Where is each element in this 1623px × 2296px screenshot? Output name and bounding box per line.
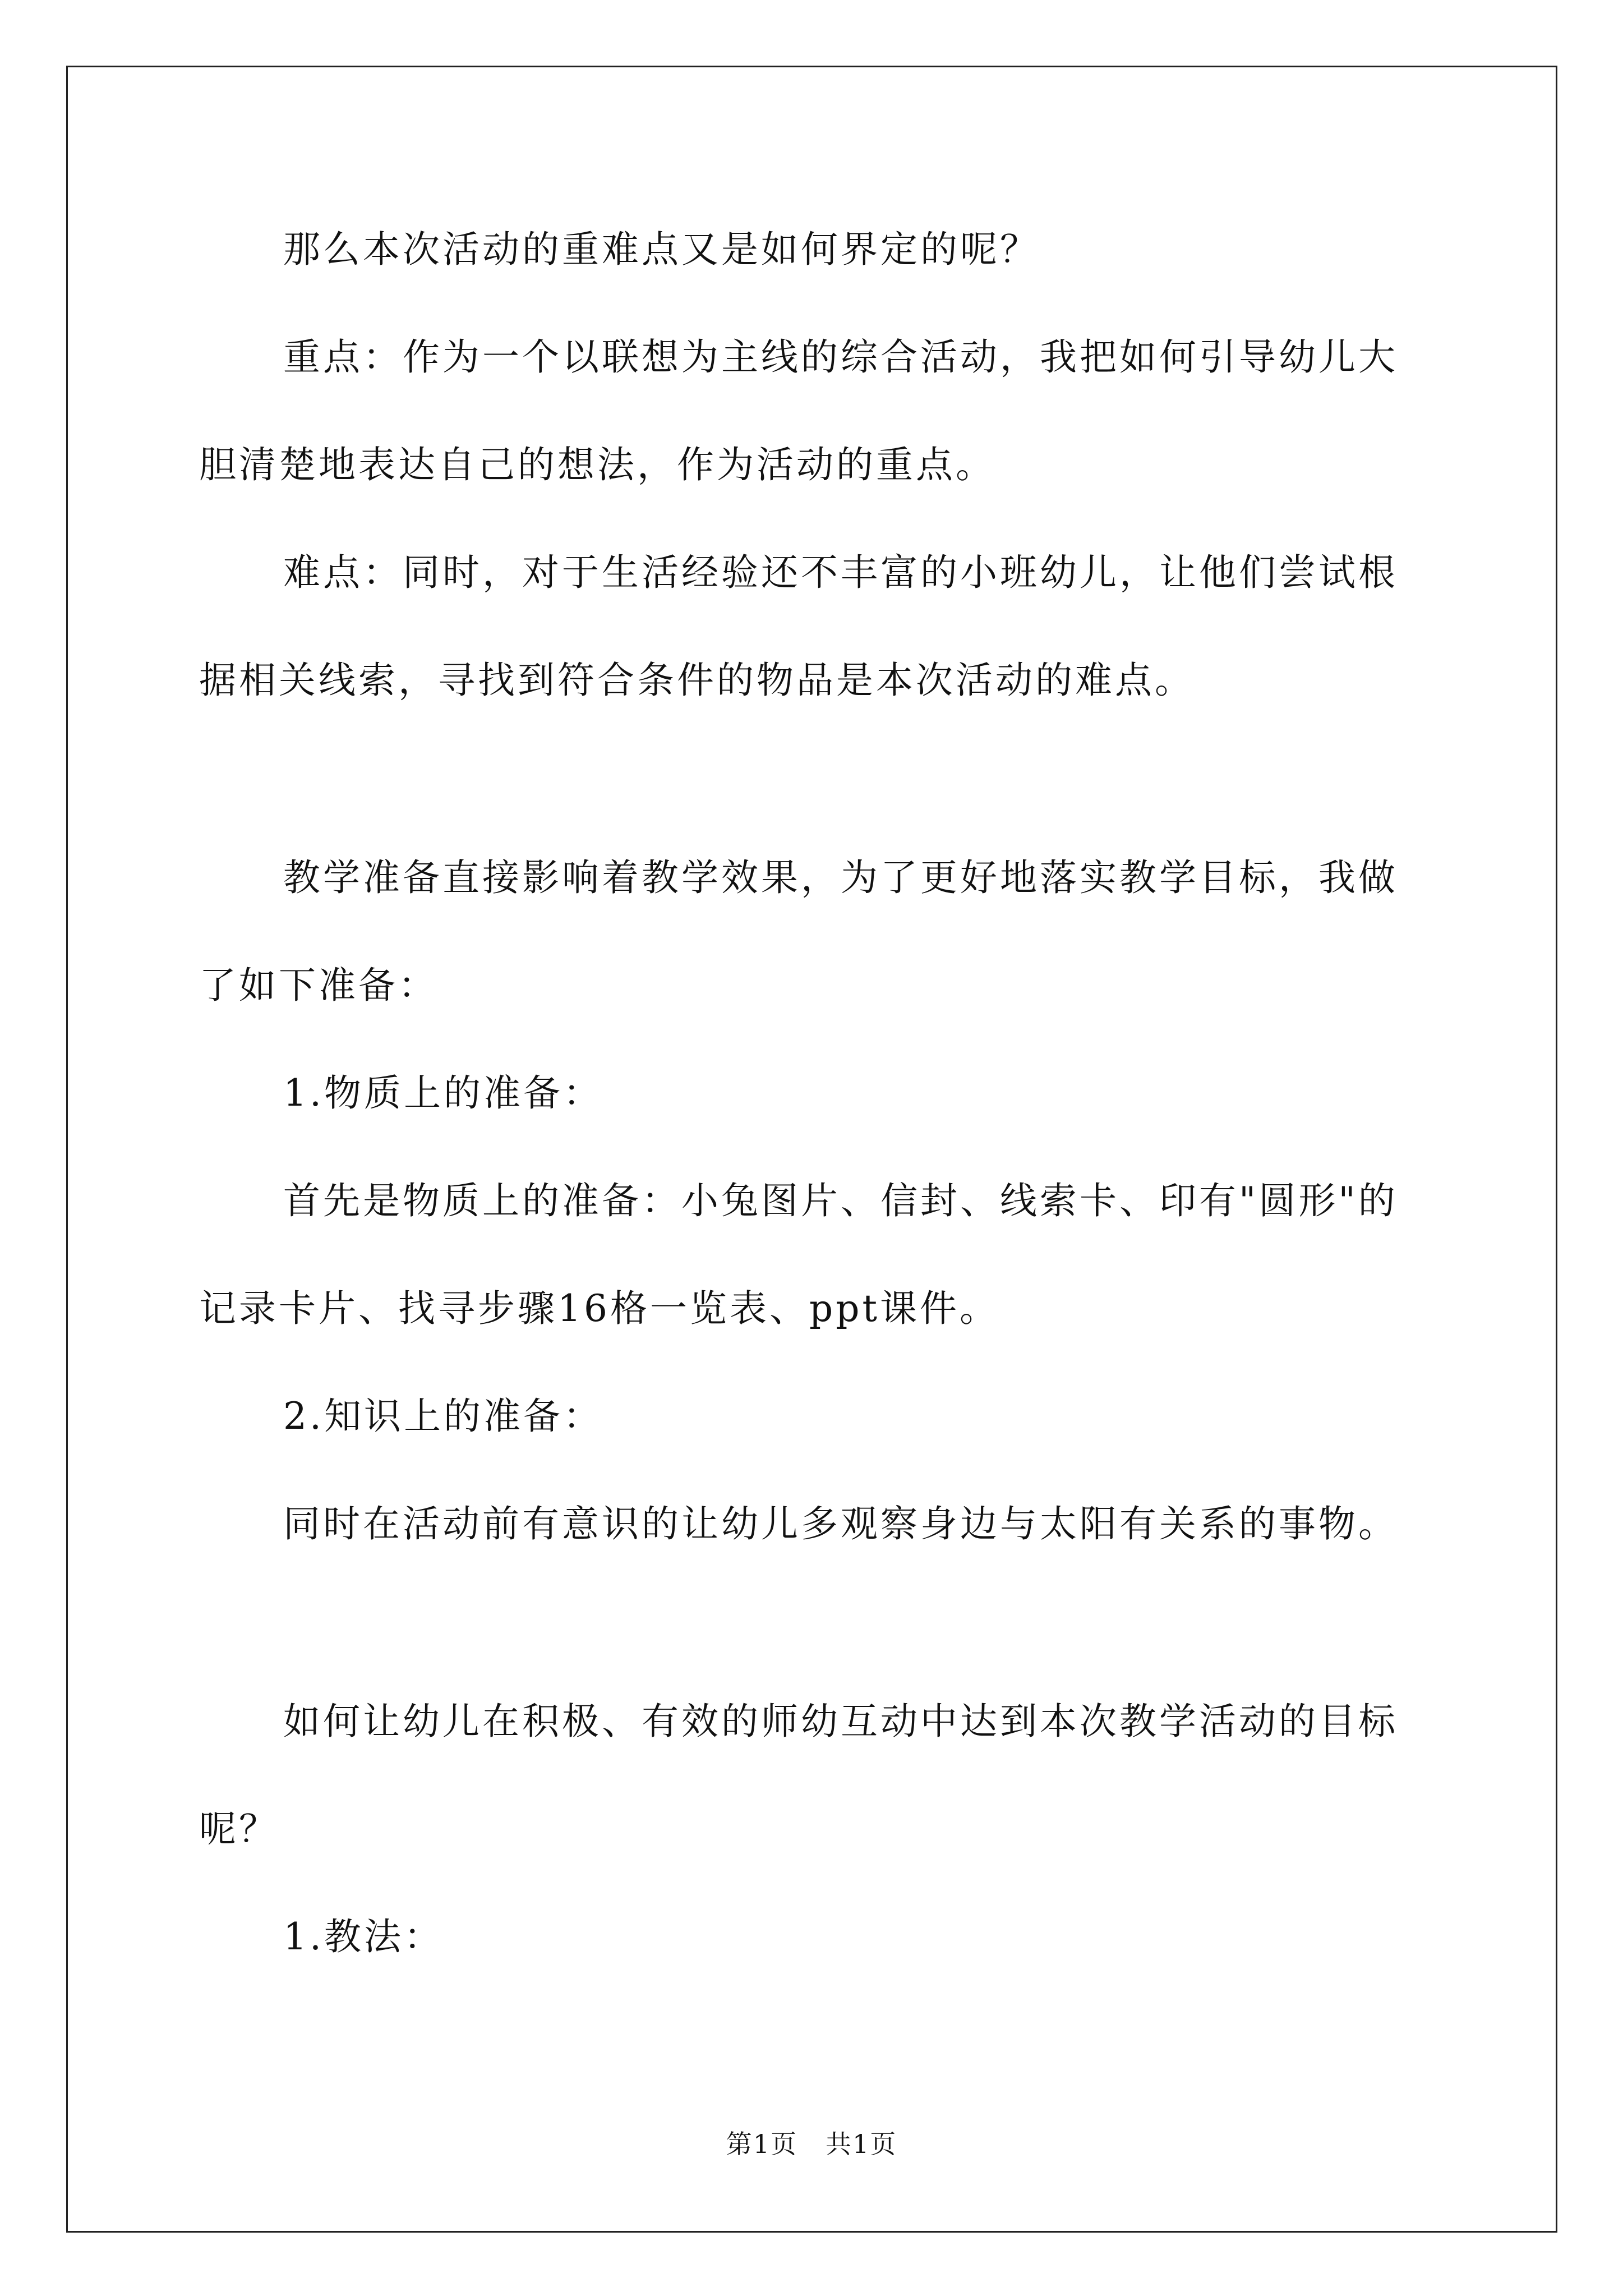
paragraph: 2.知识上的准备： bbox=[283, 1395, 603, 1438]
page-number: 第1页 bbox=[726, 2129, 797, 2159]
paragraph: 1.物质上的准备： bbox=[283, 1071, 603, 1115]
paragraph: 如何让幼儿在积极、有效的师幼互动中达到本次教学活动的目标呢？ bbox=[199, 1700, 1398, 1851]
page-footer bbox=[0, 2124, 1623, 2161]
page-total: 共1页 bbox=[826, 2129, 897, 2159]
paragraph: 同时在活动前有意识的让幼儿多观察身边与太阳有关系的事物。 bbox=[283, 1502, 1398, 1545]
paragraph: 重点：作为一个以联想为主线的综合活动，我把如何引导幼儿大胆清楚地表达自己的想法，作为活动的重点。 bbox=[199, 335, 1398, 486]
paragraph: 教学准备直接影响着教学效果，为了更好地落实教学目标，我做了如下准备： bbox=[199, 856, 1398, 1007]
paragraph: 1.教法： bbox=[283, 1915, 444, 1958]
paragraph: 难点：同时，对于生活经验还不丰富的小班幼儿，让他们尝试根据相关线索，寻找到符合条件的物品是本次活动的难点。 bbox=[199, 551, 1398, 702]
paragraph: 首先是物质上的准备：小兔图片、信封、线索卡、印有"圆形"的记录卡片、找寻步骤16格一览表、ppt课件。 bbox=[199, 1179, 1398, 1330]
paragraph: 那么本次活动的重难点又是如何界定的呢？ bbox=[283, 228, 1040, 271]
